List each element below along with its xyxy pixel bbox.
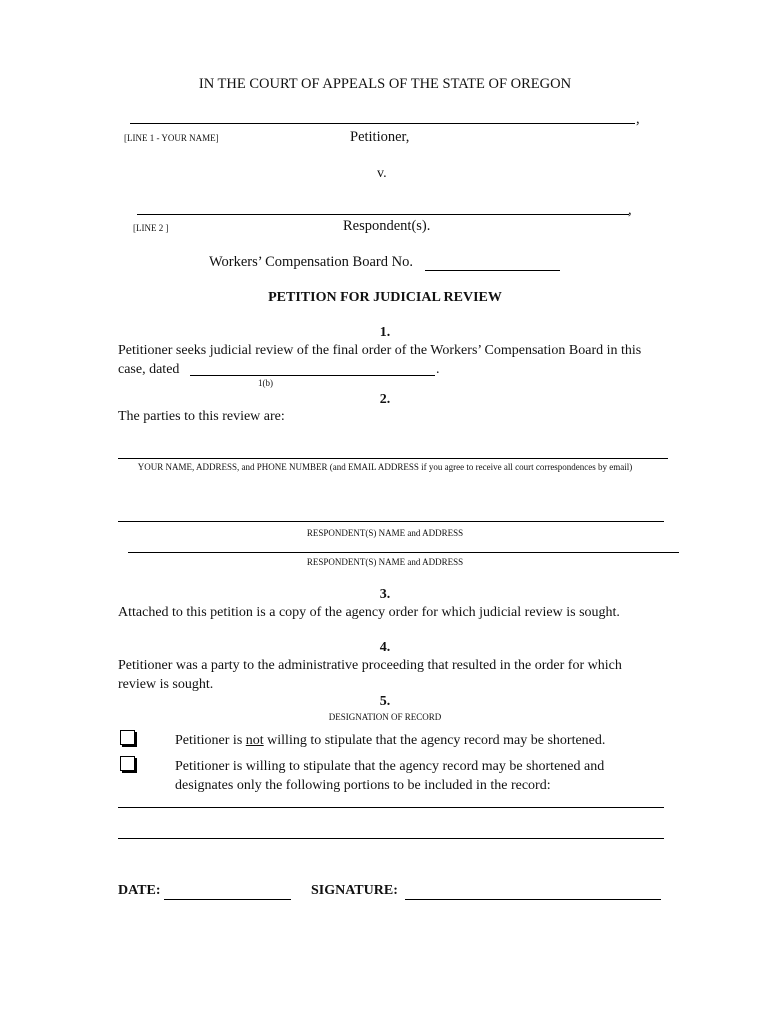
section-4-line1: Petitioner was a party to the administrative proceeding that resulted in the order for which bbox=[118, 658, 622, 673]
order-date-hint: 1(b) bbox=[258, 378, 273, 388]
petitioner-contact-field[interactable] bbox=[118, 458, 668, 459]
section-1-number: 1. bbox=[379, 325, 391, 340]
respondent-2-address-field[interactable] bbox=[128, 552, 679, 553]
line1-label: [LINE 1 - YOUR NAME] bbox=[124, 133, 219, 143]
court-title: IN THE COURT OF APPEALS OF THE STATE OF OREGON bbox=[198, 76, 572, 92]
section-1-text: Petitioner seeks judicial review of the final order of the Workers’ Compensation Board in this bbox=[118, 343, 642, 358]
respondent-comma: , bbox=[628, 202, 632, 218]
section-4-number: 4. bbox=[379, 640, 391, 655]
board-number-label: Workers’ Compensation Board No. bbox=[209, 254, 413, 270]
section-1-dated-suffix: . bbox=[436, 362, 440, 377]
date-field[interactable] bbox=[164, 899, 291, 900]
section-5-number: 5. bbox=[379, 694, 391, 709]
respondent-2-address-label: RESPONDENT(S) NAME and ADDRESS bbox=[306, 557, 464, 567]
petition-title: PETITION FOR JUDICIAL REVIEW bbox=[268, 290, 502, 305]
line2-label: [LINE 2 ] bbox=[133, 223, 169, 233]
record-portions-field-1[interactable] bbox=[118, 807, 664, 808]
respondent-1-address-field[interactable] bbox=[118, 521, 664, 522]
petitioner-label: Petitioner, bbox=[350, 129, 410, 145]
signature-label: SIGNATURE: bbox=[311, 883, 398, 898]
designation-of-record-heading: DESIGNATION OF RECORD bbox=[328, 712, 442, 722]
option-not-willing-text: Petitioner is not willing to stipulate that the agency record may be shortened. bbox=[175, 733, 606, 748]
signature-field[interactable] bbox=[405, 899, 661, 900]
order-date-field[interactable] bbox=[190, 375, 435, 376]
petitioner-contact-label: YOUR NAME, ADDRESS, and PHONE NUMBER (and EMAIL ADDRESS if you agree to receive all court correspondences by email) bbox=[137, 462, 633, 472]
section-2-text: The parties to this review are: bbox=[118, 409, 285, 424]
willing-checkbox[interactable] bbox=[120, 756, 135, 771]
respondent-1-address-label: RESPONDENT(S) NAME and ADDRESS bbox=[306, 528, 464, 538]
section-2-number: 2. bbox=[379, 392, 391, 407]
section-1-dated-prefix: case, dated bbox=[118, 362, 180, 377]
petitioner-name-field[interactable] bbox=[130, 123, 635, 124]
respondent-name-field[interactable] bbox=[137, 214, 629, 215]
section-3-number: 3. bbox=[379, 587, 391, 602]
record-portions-field-2[interactable] bbox=[118, 838, 664, 839]
respondent-label: Respondent(s). bbox=[343, 218, 431, 234]
section-4-line2: review is sought. bbox=[118, 677, 214, 692]
date-label: DATE: bbox=[118, 883, 161, 898]
option-willing-line2: designates only the following portions to be included in the record: bbox=[175, 778, 551, 793]
option-willing-line1: Petitioner is willing to stipulate that the agency record may be shortened and bbox=[175, 759, 605, 774]
not-willing-checkbox[interactable] bbox=[120, 730, 135, 745]
petitioner-comma: , bbox=[636, 111, 640, 127]
section-3-text: Attached to this petition is a copy of the agency order for which judicial review is sought. bbox=[118, 605, 620, 620]
versus-label: v. bbox=[377, 166, 387, 181]
emphasis-not: not bbox=[245, 733, 264, 748]
board-number-field[interactable] bbox=[425, 270, 560, 271]
